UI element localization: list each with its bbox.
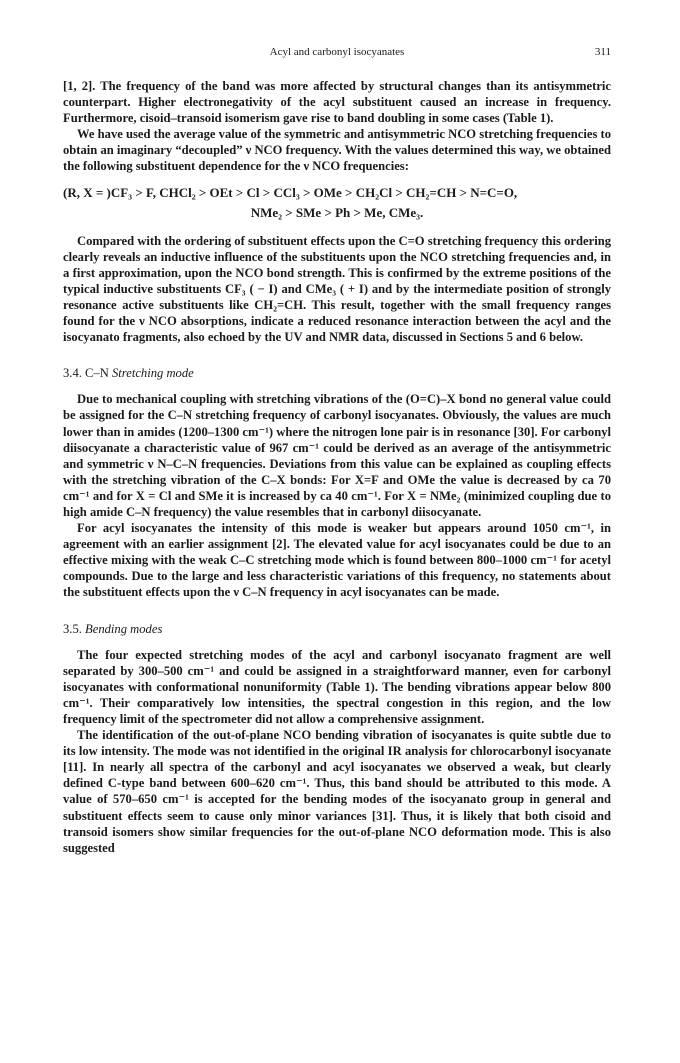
paragraph-inductive-influence: Compared with the ordering of substituent effects upon the C=O stretching frequency this ordering clearly reveals an inductive influence of the substituents upon the NCO stretching frequencies and, in a first approximation, upon the NCO bond strength. This is confirmed by the extreme positions of the typical inductive substituents CF₃ ( − I) and CMe₃ ( + I) and by the intermediate position of strongly resonance active substituents like CH₂=CH. This result, together with the small frequency ranges found for the ν NCO absorptions, indicate a reduced resonance interaction between the acyl and the isocyanato fragments, also echoed by the UV and NMR data, discussed in Sections 5 and 6 below. bbox=[63, 233, 611, 345]
paragraph-continuation: [1, 2]. The frequency of the band was more affected by structural changes than its antisymmetric counterpart. Higher electronegativity of the acyl substituent caused an increase in frequency. Furthermore, cisoid–transoid isomerism gave rise to band doubling in some cases (Table 1). bbox=[63, 79, 611, 126]
section-number: 3.5. bbox=[63, 621, 82, 636]
section-heading-3-5 bbox=[63, 621, 611, 637]
page-number: 311 bbox=[594, 46, 611, 58]
formula-line-2: NMe₂ > SMe > Ph > Me, CMe₃. bbox=[250, 204, 424, 220]
section-title: Stretching mode bbox=[112, 366, 194, 381]
running-title: Acyl and carbonyl isocyanates bbox=[269, 46, 405, 58]
section-number: 3.4. C–N bbox=[63, 366, 109, 381]
formula-line-1: (R, X = )CF₃ > F, CHCl₂ > OEt > Cl > CCl₃ > OMe > CH₂Cl > CH₂=CH > N=C=O, bbox=[63, 184, 518, 200]
substituent-ordering-formula bbox=[63, 183, 611, 223]
journal-page bbox=[63, 44, 611, 856]
section-title: Bending modes bbox=[85, 621, 163, 636]
section-heading-3-4 bbox=[63, 365, 611, 381]
running-head bbox=[63, 44, 611, 64]
paragraph-bending-modes-1: The four expected stretching modes of the acyl and carbonyl isocyanato fragment are well separated by 300–500 cm⁻¹ and could be assigned in a straightforward manner, even for carbonyl isocyanates with conformational nonuniformity (Table 1). The bending vibrations appear below 800 cm⁻¹. Their comparatively low intensities, the spectral congestion in this region, and the low frequency limit of the spectrometer did not allow a comprehensive assignment. bbox=[63, 647, 611, 726]
paragraph-cn-stretching-1: Due to mechanical coupling with stretching vibrations of the (O=C)–X bond no general value could be assigned for the C–N stretching frequency of carbonyl isocyanates. Obviously, the values are much lower than in amides (1200–1300 cm⁻¹) where the nitrogen lone pair is in resonance [30]. For carbonyl diisocyanate a characteristic value of 967 cm⁻¹ could be derived as an average of the antisymmetric and symmetric ν N–C–N frequencies. Deviations from this value can be explained as coupling effects with the stretching vibration of the C–X bonds: For X=F and OMe the value is decreased by ca 70 cm⁻¹ and for X = Cl and SMe it is increased by ca 40 cm⁻¹. For X = NMe₂ (minimized coupling due to high amide C–N frequency) the value resembles that in carbonyl diisocyanate. bbox=[63, 392, 611, 519]
paragraph-decoupled-frequency: We have used the average value of the symmetric and antisymmetric NCO stretching frequencies to obtain an imaginary “decoupled” ν NCO frequency. With the values determined this way, we obtained the following substituent dependence for the ν NCO frequencies: bbox=[63, 127, 611, 174]
paragraph-cn-stretching-2: For acyl isocyanates the intensity of this mode is weaker but appears around 1050 cm⁻¹, in agreement with an earlier assignment [2]. The elevated value for acyl isocyanates could be due to an effective mixing with the weak C–C stretching mode which is found between 800–1000 cm⁻¹ for acetyl compounds. Due to the large and less characteristic variations of this frequency, no statements about the substituent effects upon the ν C–N frequency in acyl isocyanates can be made. bbox=[63, 521, 611, 600]
paragraph-bending-modes-2: The identification of the out-of-plane NCO bending vibration of isocyanates is quite subtle due to its low intensity. The mode was not identified in the original IR analysis for chlorocarbonyl isocyanate [11]. In nearly all spectra of the carbonyl and acyl isocyanates we observed a weak, but clearly defined C-type band between 600–620 cm⁻¹. Thus, this band should be attributed to this mode. A value of 570–650 cm⁻¹ is accepted for the bending modes of the isocyanato group in general and substituent effects seem to cause only minor variances [31]. Thus, it is likely that both cisoid and transoid isomers show similar frequencies for the out-of-plane NCO deformation mode. This is also suggested bbox=[63, 728, 611, 855]
